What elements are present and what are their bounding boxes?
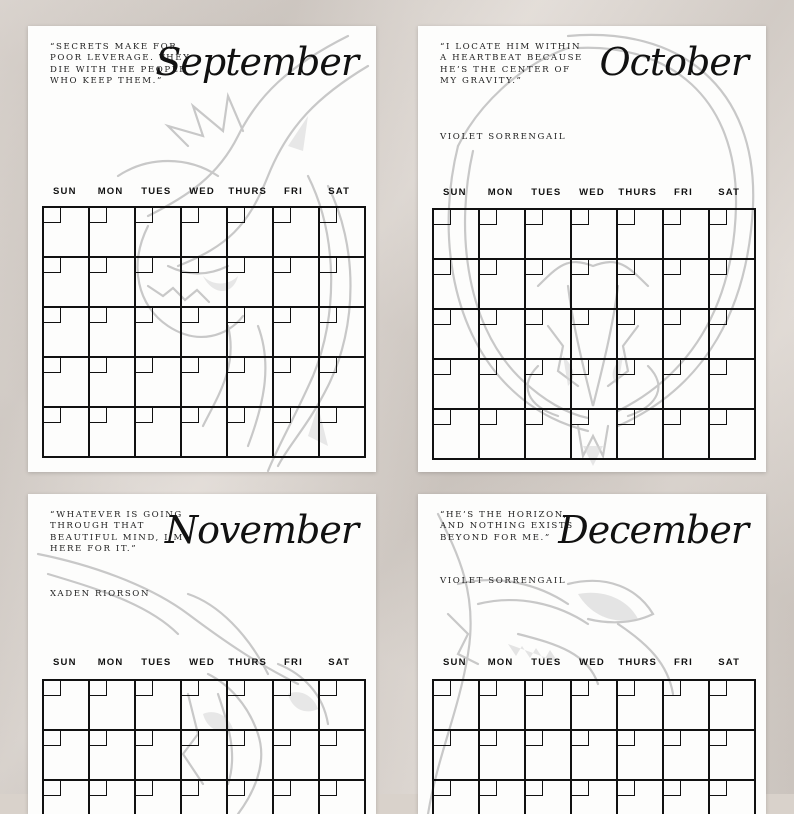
- day-cell: [90, 208, 136, 258]
- date-tab: [228, 681, 245, 696]
- date-tab: [90, 681, 107, 696]
- calendar-grid: [432, 208, 756, 460]
- day-cell: [182, 208, 228, 258]
- date-tab: [228, 358, 245, 373]
- weekday-tues: TUES: [531, 657, 562, 668]
- date-tab: [664, 260, 681, 275]
- date-tab: [228, 258, 245, 273]
- weekday-header: [432, 657, 752, 668]
- day-cell: [710, 781, 756, 814]
- day-cell: [480, 310, 526, 360]
- quote-author: VIOLET SORRENGAIL: [440, 576, 567, 586]
- date-tab: [710, 410, 727, 425]
- date-tab: [572, 731, 589, 746]
- date-tab: [480, 310, 497, 325]
- date-tab: [618, 310, 635, 325]
- date-tab: [572, 260, 589, 275]
- date-tab: [618, 410, 635, 425]
- day-cell: [228, 408, 274, 458]
- date-tab: [710, 360, 727, 375]
- day-cell: [136, 408, 182, 458]
- calendar-page-september: [28, 26, 376, 472]
- month-title: September: [155, 40, 358, 84]
- date-tab: [526, 681, 543, 696]
- day-cell: [90, 358, 136, 408]
- date-tab: [664, 410, 681, 425]
- day-cell: [710, 260, 756, 310]
- day-cell: [664, 410, 710, 460]
- date-tab: [526, 731, 543, 746]
- date-tab: [44, 408, 61, 423]
- date-tab: [526, 410, 543, 425]
- day-cell: [44, 681, 90, 731]
- date-tab: [664, 360, 681, 375]
- quote-text: “SECRETS MAKE FOR POOR LEVERAGE. THEY DIE WITH THE PEOPLE WHO KEEP THEM.”: [50, 42, 191, 86]
- day-cell: [664, 260, 710, 310]
- date-tab: [182, 358, 199, 373]
- weekday-wed: WED: [189, 186, 215, 197]
- date-tab: [710, 210, 727, 225]
- date-tab: [618, 681, 635, 696]
- weekday-sat: SAT: [718, 187, 741, 198]
- day-cell: [664, 310, 710, 360]
- day-cell: [572, 260, 618, 310]
- date-tab: [44, 681, 61, 696]
- weekday-sun: SUN: [443, 187, 467, 198]
- date-tab: [618, 360, 635, 375]
- day-cell: [664, 731, 710, 781]
- weekday-tues: TUES: [531, 187, 562, 198]
- date-tab: [664, 310, 681, 325]
- date-tab: [182, 208, 199, 223]
- day-cell: [320, 781, 366, 814]
- date-tab: [434, 681, 451, 696]
- day-cell: [44, 258, 90, 308]
- date-tab: [228, 308, 245, 323]
- day-cell: [320, 258, 366, 308]
- day-cell: [664, 681, 710, 731]
- date-tab: [274, 358, 291, 373]
- weekday-fri: FRI: [284, 657, 303, 668]
- day-cell: [480, 260, 526, 310]
- calendar-page-december: [418, 494, 766, 814]
- day-cell: [480, 360, 526, 410]
- date-tab: [136, 208, 153, 223]
- date-tab: [274, 681, 291, 696]
- day-cell: [274, 408, 320, 458]
- weekday-fri: FRI: [674, 187, 693, 198]
- weekday-fri: FRI: [284, 186, 303, 197]
- date-tab: [90, 408, 107, 423]
- day-cell: [90, 681, 136, 731]
- day-cell: [274, 731, 320, 781]
- day-cell: [182, 781, 228, 814]
- day-cell: [618, 681, 664, 731]
- day-cell: [572, 681, 618, 731]
- day-cell: [434, 210, 480, 260]
- day-cell: [274, 781, 320, 814]
- date-tab: [664, 210, 681, 225]
- quote-text: “WHATEVER IS GOING THROUGH THAT BEAUTIFUL MIND, I’M HERE FOR IT.”: [50, 510, 184, 554]
- day-cell: [44, 408, 90, 458]
- day-cell: [526, 360, 572, 410]
- date-tab: [710, 681, 727, 696]
- day-cell: [136, 358, 182, 408]
- weekday-wed: WED: [579, 657, 605, 668]
- date-tab: [526, 210, 543, 225]
- date-tab: [90, 308, 107, 323]
- day-cell: [320, 208, 366, 258]
- date-tab: [434, 210, 451, 225]
- date-tab: [44, 208, 61, 223]
- day-cell: [526, 260, 572, 310]
- weekday-thurs: THURS: [228, 657, 268, 668]
- weekday-thurs: THURS: [618, 657, 658, 668]
- day-cell: [274, 308, 320, 358]
- day-cell: [572, 360, 618, 410]
- day-cell: [228, 258, 274, 308]
- day-cell: [664, 781, 710, 814]
- date-tab: [618, 210, 635, 225]
- weekday-fri: FRI: [674, 657, 693, 668]
- date-tab: [572, 210, 589, 225]
- date-tab: [320, 408, 337, 423]
- day-cell: [136, 681, 182, 731]
- date-tab: [90, 258, 107, 273]
- date-tab: [320, 681, 337, 696]
- day-cell: [526, 731, 572, 781]
- day-cell: [274, 208, 320, 258]
- day-cell: [274, 681, 320, 731]
- day-cell: [228, 208, 274, 258]
- day-cell: [618, 260, 664, 310]
- day-cell: [710, 731, 756, 781]
- day-cell: [526, 310, 572, 360]
- day-cell: [320, 681, 366, 731]
- date-tab: [136, 681, 153, 696]
- day-cell: [136, 731, 182, 781]
- date-tab: [572, 410, 589, 425]
- weekday-sat: SAT: [328, 657, 351, 668]
- date-tab: [572, 681, 589, 696]
- day-cell: [526, 210, 572, 260]
- date-tab: [90, 208, 107, 223]
- date-tab: [320, 308, 337, 323]
- date-tab: [44, 258, 61, 273]
- date-tab: [228, 731, 245, 746]
- day-cell: [434, 310, 480, 360]
- date-tab: [44, 308, 61, 323]
- day-cell: [526, 410, 572, 460]
- date-tab: [44, 358, 61, 373]
- day-cell: [618, 731, 664, 781]
- day-cell: [480, 781, 526, 814]
- date-tab: [710, 731, 727, 746]
- quote-author: XADEN RIORSON: [50, 589, 151, 599]
- day-cell: [434, 410, 480, 460]
- date-tab: [136, 731, 153, 746]
- day-cell: [572, 731, 618, 781]
- date-tab: [274, 258, 291, 273]
- day-cell: [182, 681, 228, 731]
- day-cell: [136, 781, 182, 814]
- day-cell: [274, 358, 320, 408]
- day-cell: [90, 731, 136, 781]
- weekday-mon: MON: [487, 657, 514, 668]
- day-cell: [434, 781, 480, 814]
- date-tab: [434, 410, 451, 425]
- date-tab: [44, 731, 61, 746]
- day-cell: [572, 410, 618, 460]
- day-cell: [44, 208, 90, 258]
- date-tab: [136, 258, 153, 273]
- date-tab: [274, 731, 291, 746]
- day-cell: [710, 410, 756, 460]
- month-title: December: [558, 508, 748, 552]
- day-cell: [182, 308, 228, 358]
- date-tab: [136, 308, 153, 323]
- weekday-mon: MON: [97, 657, 124, 668]
- date-tab: [228, 408, 245, 423]
- date-tab: [664, 681, 681, 696]
- date-tab: [618, 260, 635, 275]
- date-tab: [90, 358, 107, 373]
- day-cell: [526, 781, 572, 814]
- day-cell: [526, 681, 572, 731]
- day-cell: [320, 408, 366, 458]
- day-cell: [480, 731, 526, 781]
- quote-author: VIOLET SORRENGAIL: [440, 132, 567, 142]
- date-tab: [182, 308, 199, 323]
- weekday-tues: TUES: [141, 186, 172, 197]
- day-cell: [44, 308, 90, 358]
- day-cell: [618, 781, 664, 814]
- date-tab: [618, 731, 635, 746]
- date-tab: [182, 731, 199, 746]
- calendar-grid: [42, 206, 366, 458]
- day-cell: [434, 260, 480, 310]
- day-cell: [710, 210, 756, 260]
- date-tab: [710, 260, 727, 275]
- day-cell: [434, 681, 480, 731]
- date-tab: [182, 681, 199, 696]
- date-tab: [136, 358, 153, 373]
- date-tab: [274, 308, 291, 323]
- date-tab: [320, 258, 337, 273]
- weekday-sun: SUN: [443, 657, 467, 668]
- weekday-sat: SAT: [718, 657, 741, 668]
- date-tab: [572, 360, 589, 375]
- day-cell: [44, 781, 90, 814]
- day-cell: [182, 731, 228, 781]
- day-cell: [664, 210, 710, 260]
- day-cell: [182, 358, 228, 408]
- date-tab: [320, 731, 337, 746]
- calendar-page-october: [418, 26, 766, 472]
- day-cell: [90, 408, 136, 458]
- date-tab: [526, 360, 543, 375]
- day-cell: [480, 681, 526, 731]
- date-tab: [480, 360, 497, 375]
- quote-text: “I LOCATE HIM WITHIN A HEARTBEAT BECAUSE HE’S THE CENTER OF MY GRAVITY.”: [440, 42, 583, 86]
- weekday-thurs: THURS: [618, 187, 658, 198]
- date-tab: [136, 408, 153, 423]
- day-cell: [710, 360, 756, 410]
- weekday-header: [42, 657, 362, 668]
- date-tab: [274, 208, 291, 223]
- day-cell: [320, 731, 366, 781]
- date-tab: [480, 410, 497, 425]
- date-tab: [320, 208, 337, 223]
- day-cell: [618, 360, 664, 410]
- date-tab: [228, 208, 245, 223]
- day-cell: [228, 681, 274, 731]
- day-cell: [664, 360, 710, 410]
- date-tab: [480, 210, 497, 225]
- quote-text: “HE’S THE HORIZON, AND NOTHING EXISTS BEYOND FOR ME.”: [440, 510, 574, 543]
- day-cell: [228, 358, 274, 408]
- weekday-sat: SAT: [328, 186, 351, 197]
- date-tab: [434, 731, 451, 746]
- day-cell: [90, 258, 136, 308]
- day-cell: [90, 781, 136, 814]
- date-tab: [480, 731, 497, 746]
- weekday-tues: TUES: [141, 657, 172, 668]
- day-cell: [320, 308, 366, 358]
- date-tab: [572, 310, 589, 325]
- weekday-mon: MON: [487, 187, 514, 198]
- weekday-wed: WED: [189, 657, 215, 668]
- day-cell: [480, 410, 526, 460]
- weekday-header: [432, 187, 752, 198]
- month-title: October: [599, 40, 748, 84]
- day-cell: [572, 310, 618, 360]
- day-cell: [182, 258, 228, 308]
- date-tab: [182, 408, 199, 423]
- calendar-page-november: [28, 494, 376, 814]
- date-tab: [526, 260, 543, 275]
- weekday-wed: WED: [579, 187, 605, 198]
- date-tab: [274, 408, 291, 423]
- day-cell: [618, 210, 664, 260]
- day-cell: [434, 360, 480, 410]
- date-tab: [182, 258, 199, 273]
- day-cell: [44, 731, 90, 781]
- day-cell: [480, 210, 526, 260]
- date-tab: [526, 310, 543, 325]
- day-cell: [228, 308, 274, 358]
- day-cell: [320, 358, 366, 408]
- day-cell: [572, 210, 618, 260]
- weekday-thurs: THURS: [228, 186, 268, 197]
- date-tab: [320, 358, 337, 373]
- date-tab: [434, 310, 451, 325]
- day-cell: [572, 781, 618, 814]
- date-tab: [90, 731, 107, 746]
- date-tab: [480, 260, 497, 275]
- weekday-header: [42, 186, 362, 197]
- date-tab: [434, 360, 451, 375]
- day-cell: [136, 308, 182, 358]
- date-tab: [480, 681, 497, 696]
- day-cell: [710, 310, 756, 360]
- day-cell: [136, 258, 182, 308]
- day-cell: [228, 731, 274, 781]
- day-cell: [44, 358, 90, 408]
- day-cell: [136, 208, 182, 258]
- day-cell: [90, 308, 136, 358]
- weekday-sun: SUN: [53, 186, 77, 197]
- day-cell: [618, 410, 664, 460]
- day-cell: [710, 681, 756, 731]
- day-cell: [434, 731, 480, 781]
- day-cell: [274, 258, 320, 308]
- date-tab: [664, 731, 681, 746]
- date-tab: [710, 310, 727, 325]
- weekday-mon: MON: [97, 186, 124, 197]
- date-tab: [434, 260, 451, 275]
- day-cell: [228, 781, 274, 814]
- day-cell: [182, 408, 228, 458]
- weekday-sun: SUN: [53, 657, 77, 668]
- day-cell: [618, 310, 664, 360]
- month-title: November: [164, 508, 358, 552]
